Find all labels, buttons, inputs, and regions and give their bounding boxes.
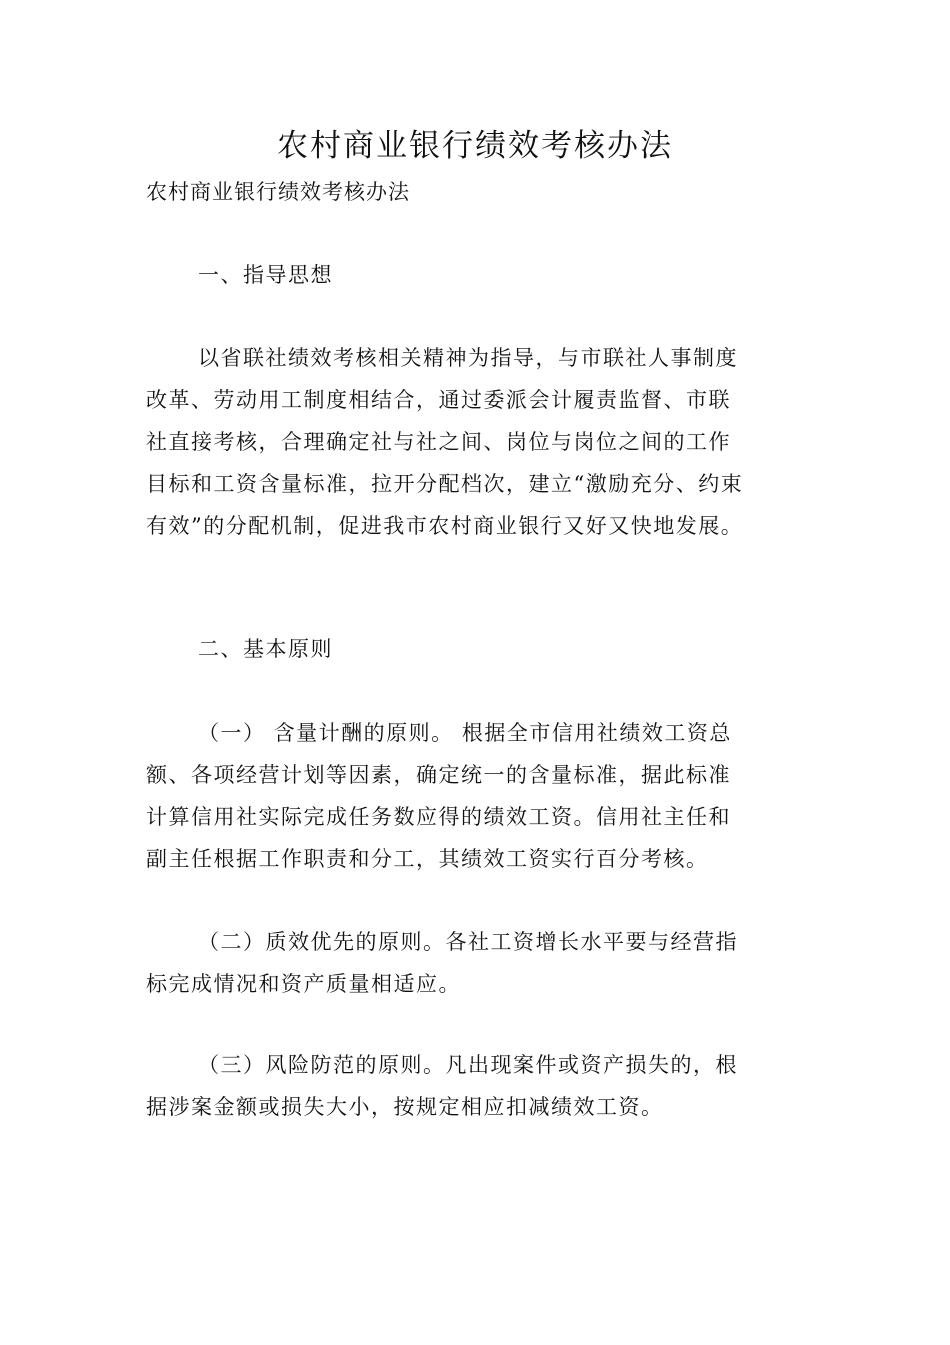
heading-text: 一、指导思想 bbox=[198, 263, 333, 287]
paragraph-principle-3 bbox=[146, 1044, 746, 1128]
paragraph-principle-2 bbox=[146, 921, 746, 1005]
paragraph-text: （二）质效优先的原则。各社工资增长水平要与经营指标完成情况和资产质量相适应。 bbox=[146, 930, 738, 996]
document-subtitle: 农村商业银行绩效考核办法 bbox=[146, 180, 410, 204]
section-heading-guiding-thought bbox=[146, 254, 786, 296]
document-title: 农村商业银行绩效考核办法 bbox=[277, 128, 673, 164]
heading-text: 二、基本原则 bbox=[198, 637, 333, 661]
paragraph-principle-1 bbox=[146, 712, 746, 880]
paragraph-text: 以省联社绩效考核相关精神为指导，与市联社人事制度改革、劳动用工制度相结合，通过委派会计履责监督、市联社直接考核，合理确定社与社之间、岗位与岗位之间的工作目标和工资含量标准，拉开分配档次，建立“激励充分、约束有效”的分配机制，促进我市农村商业银行又好又快地发展。 bbox=[146, 346, 744, 538]
paragraph-guiding-thought bbox=[146, 337, 746, 547]
paragraph-text: （一） 含量计酬的原则。 根据全市信用社绩效工资总额、各项经营计划等因素，确定统一的含量标准，据此标准计算信用社实际完成任务数应得的绩效工资。信用社主任和副主任根据工作职责和分工，其绩效工资实行百分考核。 bbox=[146, 721, 732, 871]
paragraph-text: （三）风险防范的原则。凡出现案件或资产损失的，根据涉案金额或损失大小，按规定相应扣减绩效工资。 bbox=[146, 1053, 738, 1119]
section-heading-basic-principles bbox=[146, 628, 786, 670]
